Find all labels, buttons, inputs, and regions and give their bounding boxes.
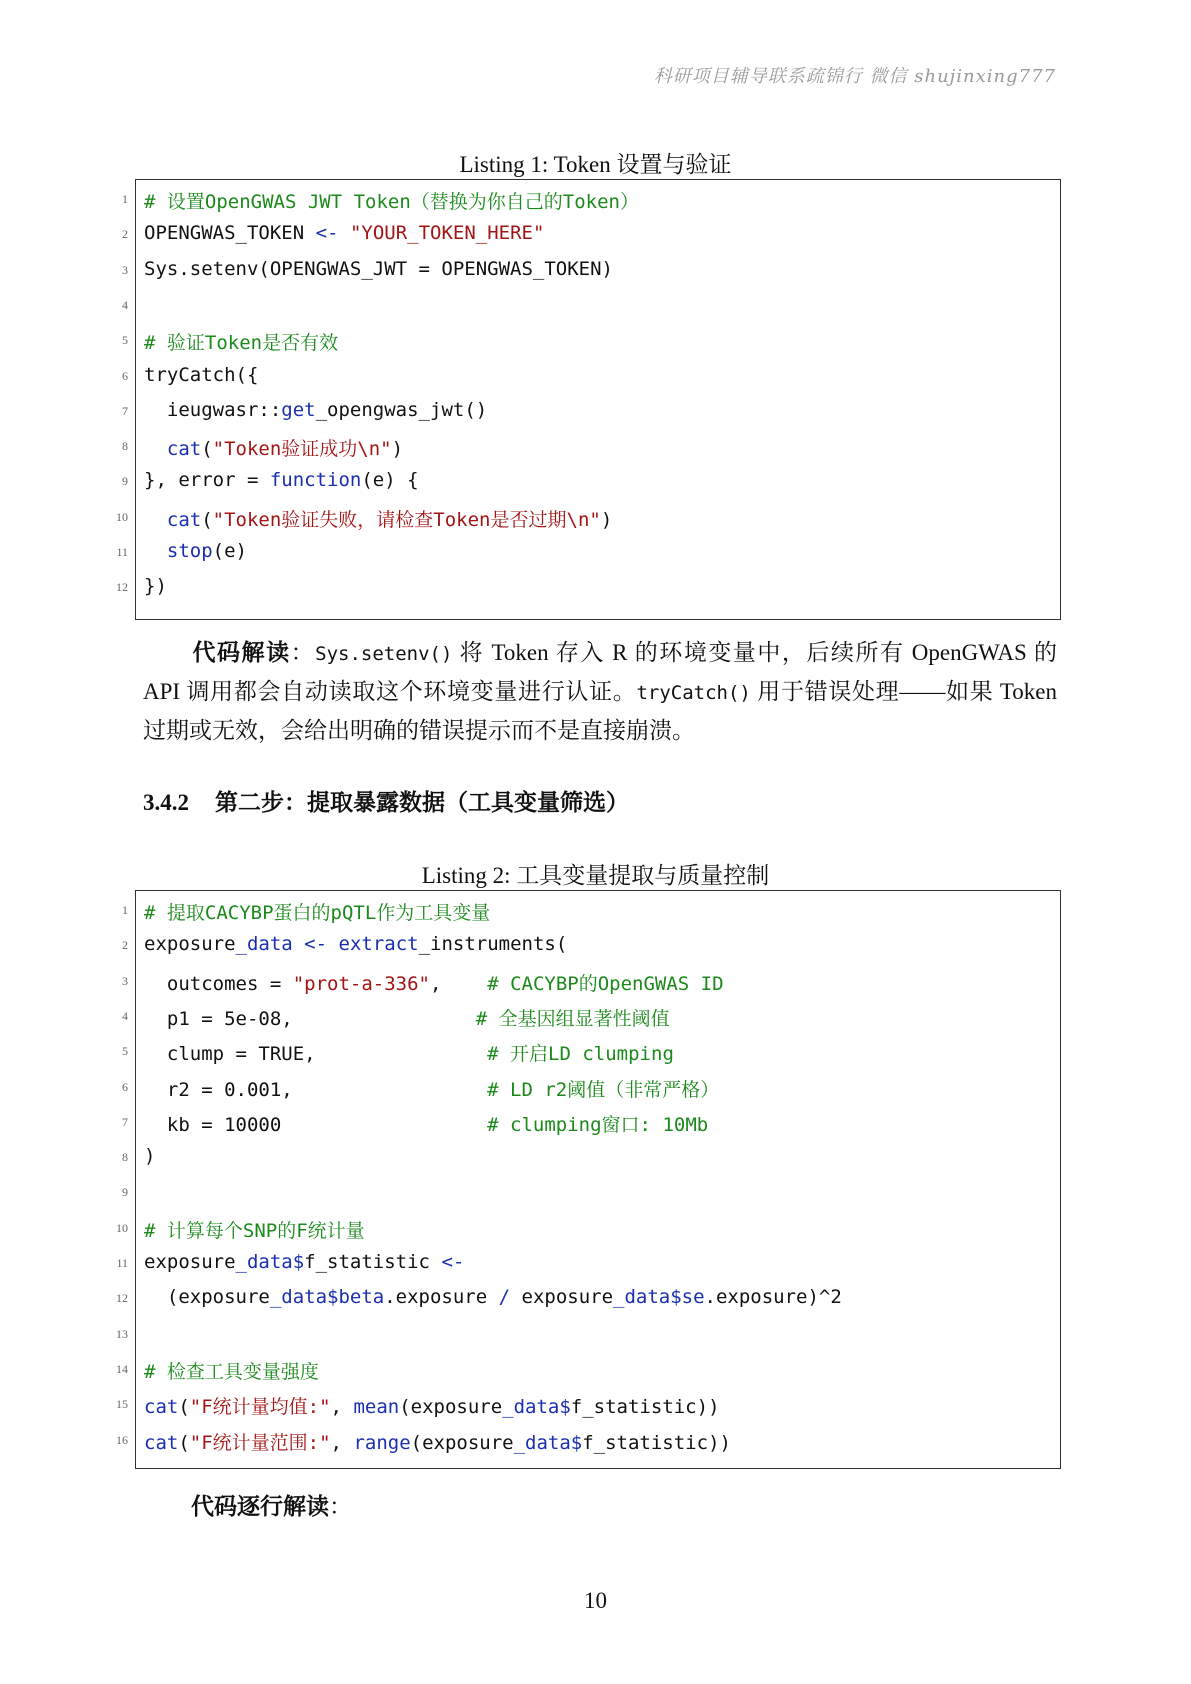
code-token	[338, 222, 349, 244]
label-colon: ：	[290, 640, 316, 665]
code-token: Sys.setenv(OPENGWAS_JWT = OPENGWAS_TOKEN)	[144, 257, 613, 280]
code-line	[122, 215, 1060, 250]
code-line	[122, 357, 1060, 392]
line-number: 5	[122, 1044, 128, 1059]
code-token: (	[178, 1396, 190, 1419]
line-number: 10	[116, 1220, 128, 1235]
code-keyword: cat	[166, 508, 202, 531]
code-text	[144, 540, 247, 562]
code-token: tryCatch({	[144, 363, 259, 386]
code-line	[116, 1385, 1060, 1420]
code-text	[144, 898, 490, 925]
code-string: "prot-a-336"	[292, 972, 430, 995]
explanation-text-1: 将 Token 存入 R 的环境变量中，后续所有 OpenGWAS 的 API 调用都会自动读取这个环境变量进行认证。	[143, 640, 1058, 704]
code-line	[122, 1103, 1060, 1138]
code-token: outcomes =	[144, 972, 293, 995]
code-token: )	[144, 1145, 156, 1168]
code-token: (e) {	[361, 469, 419, 492]
code-line	[122, 962, 1060, 997]
code-keyword: cat	[166, 438, 202, 461]
code-text	[144, 1286, 842, 1308]
code-text	[144, 1075, 719, 1102]
code-keyword: _data$	[502, 1396, 571, 1419]
code-token: _opengwas_jwt()	[315, 398, 488, 421]
code-text	[144, 1392, 720, 1419]
code-comment: # 开启LD clumping	[487, 1043, 674, 1066]
code-line	[116, 1279, 1060, 1314]
code-token: (exposure	[144, 1286, 270, 1309]
code-keyword: mean	[353, 1396, 400, 1419]
code-token: clump = TRUE,	[144, 1043, 488, 1066]
inline-code-trycatch: tryCatch()	[636, 682, 751, 704]
code-line	[122, 926, 1060, 961]
code-comment: # 全基因组显著性阈值	[475, 1007, 670, 1030]
page-number: 10	[584, 1588, 607, 1613]
code-text	[144, 575, 167, 597]
inline-code-setenv: Sys.setenv()	[315, 643, 453, 665]
code-comment: # LD r2阈值（非常严格）	[487, 1078, 720, 1101]
code-token: .exposure	[384, 1286, 499, 1309]
line-number: 15	[116, 1397, 128, 1412]
line-number: 4	[122, 1008, 128, 1023]
code-text	[144, 1428, 731, 1455]
code-line	[122, 392, 1060, 427]
line-by-line-label: 代码逐行解读	[191, 1494, 329, 1519]
code-token: })	[144, 575, 167, 598]
code-text	[144, 187, 639, 214]
line-number: 7	[122, 403, 128, 418]
code-line	[116, 1350, 1060, 1385]
code-line	[116, 1209, 1060, 1244]
code-token: r2 = 0.001,	[144, 1078, 488, 1101]
code-text	[144, 1216, 365, 1243]
code-comment: # 检查工具变量强度	[144, 1360, 319, 1383]
code-text	[144, 933, 567, 955]
code-token	[293, 933, 304, 955]
code-text	[144, 505, 612, 532]
code-token: ,	[330, 1431, 354, 1454]
code-token: (	[178, 1431, 190, 1454]
code-keyword: _data$	[235, 1251, 305, 1273]
section-heading	[143, 784, 629, 817]
code-text	[144, 969, 724, 996]
code-keyword: _data$se	[613, 1286, 705, 1309]
code-text	[144, 1110, 708, 1137]
line-number: 13	[116, 1326, 128, 1341]
section-title: 第二步：提取暴露数据（工具变量筛选）	[215, 790, 629, 815]
code-keyword: /	[498, 1286, 511, 1309]
code-line	[122, 997, 1060, 1032]
code-line	[122, 1173, 1060, 1208]
code-line	[122, 180, 1060, 215]
code-line	[122, 1138, 1060, 1173]
page-watermark-header: 科研项目辅导联系疏锦行 微信 shujinxing777	[653, 66, 1056, 87]
code-string: "Token验证失败，请检查Token是否过期\n"	[212, 508, 601, 531]
line-number: 3	[122, 262, 128, 277]
code-token: ,	[430, 972, 488, 995]
line-number: 2	[122, 227, 128, 242]
code-token	[144, 438, 167, 460]
code-line	[122, 1068, 1060, 1103]
code-text	[144, 1004, 670, 1031]
code-token: kb = 10000	[144, 1113, 488, 1136]
line-number: 8	[122, 439, 128, 454]
code-token: f_statistic	[304, 1251, 442, 1273]
code-keyword: _data	[235, 933, 293, 956]
code-line	[116, 1244, 1060, 1279]
code-line	[116, 1315, 1060, 1350]
code-token: }, error =	[144, 469, 270, 492]
explanation-text-2: 用于错误处理——如果 Token 过期或无效，会给出明确的错误提示而不是直接崩溃。	[143, 679, 1057, 743]
code-explanation-paragraph	[143, 634, 1057, 749]
line-number: 8	[122, 1150, 128, 1165]
code-string: "Token验证成功\n"	[212, 438, 392, 461]
code-comment: # CACYBP的OpenGWAS ID	[487, 972, 724, 995]
code-token: (	[201, 438, 213, 461]
listing-1-caption: Listing 1: Token 设置与验证	[459, 152, 732, 177]
line-number: 2	[122, 938, 128, 953]
code-line	[116, 498, 1060, 533]
line-number: 6	[122, 1079, 128, 1094]
code-token	[327, 933, 338, 955]
code-keyword: _data$beta	[269, 1286, 385, 1309]
code-line	[122, 462, 1060, 497]
listing-2-caption: Listing 2: 工具变量提取与质量控制	[421, 863, 770, 888]
line-number: 11	[116, 1256, 128, 1270]
code-string: "F统计量均值:"	[189, 1396, 331, 1419]
line-number: 10	[116, 509, 128, 524]
explanation-label: 代码解读	[191, 640, 291, 665]
code-text	[144, 258, 613, 280]
code-keyword: _data$	[513, 1431, 583, 1454]
code-comment: # 验证Token是否有效	[144, 332, 339, 355]
code-token: _instruments(	[418, 933, 568, 956]
code-keyword: get	[281, 398, 316, 421]
code-token: exposure	[144, 1251, 236, 1273]
code-text	[144, 1039, 674, 1066]
code-keyword: <-	[315, 222, 339, 245]
line-number: 7	[122, 1114, 128, 1129]
code-token: f_statistic))	[582, 1431, 731, 1454]
code-token: )	[391, 438, 404, 461]
code-text	[144, 1251, 464, 1273]
line-number: 12	[116, 1291, 128, 1306]
line-number: 6	[122, 368, 128, 383]
line-number: 14	[116, 1361, 128, 1376]
code-keyword: <-	[441, 1251, 465, 1273]
code-text	[144, 399, 487, 421]
code-listing-2	[116, 890, 1061, 1469]
code-token: (	[201, 508, 213, 531]
code-token: ieugwasr::	[144, 398, 282, 421]
code-token: f_statistic))	[570, 1396, 720, 1419]
code-text	[144, 222, 544, 244]
code-token: p1 = 5e-08,	[144, 1007, 476, 1030]
code-text	[144, 434, 403, 461]
code-comment: # 计算每个SNP的F统计量	[144, 1219, 365, 1242]
section-number: 3.4.2	[143, 790, 189, 815]
code-token: )	[600, 508, 613, 531]
code-comment: # 设置OpenGWAS JWT Token（替换为你自己的Token）	[144, 191, 639, 213]
code-keyword: extract	[338, 933, 419, 956]
line-number: 3	[122, 973, 128, 988]
code-line	[122, 321, 1060, 356]
code-text	[144, 364, 258, 386]
code-token: exposure	[144, 933, 236, 956]
code-keyword: cat	[144, 1431, 179, 1454]
code-comment: # 提取CACYBP蛋白的pQTL作为工具变量	[144, 902, 491, 924]
code-string: "F统计量范围:"	[189, 1431, 331, 1454]
code-listing-1	[116, 179, 1061, 620]
code-text	[144, 1357, 319, 1384]
code-text	[144, 469, 419, 491]
code-token	[144, 540, 167, 562]
code-token: OPENGWAS_TOKEN	[144, 222, 316, 245]
line-number: 1	[122, 192, 128, 206]
code-keyword: cat	[144, 1396, 179, 1419]
line-number: 11	[116, 545, 128, 559]
label-colon-2: ：	[329, 1494, 352, 1519]
code-token: .exposure)^2	[704, 1286, 842, 1309]
code-text	[144, 1145, 155, 1167]
code-line	[122, 427, 1060, 462]
code-token: (exposure	[399, 1396, 503, 1419]
line-number: 1	[122, 903, 128, 917]
code-line	[116, 533, 1060, 568]
code-line	[122, 251, 1060, 286]
code-keyword: stop	[166, 540, 213, 562]
code-keyword: <-	[304, 933, 328, 956]
line-number: 16	[116, 1432, 128, 1447]
code-line	[122, 1032, 1060, 1067]
code-line	[116, 1421, 1060, 1456]
code-line	[116, 568, 1060, 603]
line-number: 9	[122, 1185, 128, 1200]
code-text	[144, 328, 338, 355]
code-token: (exposure	[410, 1431, 514, 1454]
line-by-line-heading	[143, 1488, 1057, 1525]
code-keyword: function	[269, 469, 362, 492]
code-token: (e)	[212, 540, 247, 562]
code-line	[122, 891, 1060, 926]
code-token: ,	[330, 1396, 354, 1419]
code-token	[144, 509, 167, 531]
code-token: exposure	[510, 1286, 614, 1309]
code-comment: # clumping窗口: 10Mb	[487, 1113, 709, 1136]
code-string: "YOUR_TOKEN_HERE"	[349, 222, 545, 245]
line-number: 9	[122, 474, 128, 489]
line-number: 4	[122, 297, 128, 312]
line-number: 12	[116, 580, 128, 595]
code-keyword: range	[353, 1431, 411, 1454]
line-number: 5	[122, 333, 128, 348]
code-line	[122, 286, 1060, 321]
